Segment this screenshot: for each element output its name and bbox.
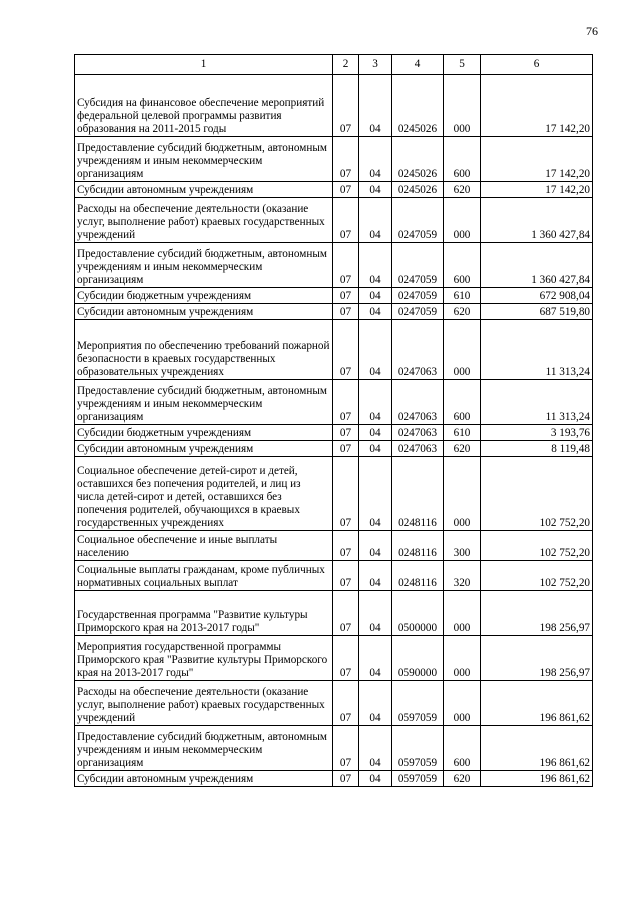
row-expense-type-code: 000 <box>444 636 481 681</box>
column-header: 2 <box>333 55 359 75</box>
row-subsection-code: 04 <box>359 726 392 771</box>
row-amount: 672 908,04 <box>481 288 593 304</box>
row-section-code: 07 <box>333 380 359 425</box>
row-target-code: 0248116 <box>392 457 444 531</box>
row-target-code: 0247063 <box>392 425 444 441</box>
row-description: Мероприятия по обеспечению требований пожарной безопасности в краевых государственных образовательных учреждениях <box>75 320 333 380</box>
row-expense-type-code: 300 <box>444 531 481 561</box>
budget-table <box>74 54 593 787</box>
table-row <box>75 726 593 771</box>
row-section-code: 07 <box>333 591 359 636</box>
row-expense-type-code: 620 <box>444 182 481 198</box>
row-target-code: 0247063 <box>392 320 444 380</box>
column-header: 3 <box>359 55 392 75</box>
row-amount: 102 752,20 <box>481 457 593 531</box>
row-section-code: 07 <box>333 304 359 320</box>
row-expense-type-code: 620 <box>444 771 481 787</box>
row-expense-type-code: 000 <box>444 320 481 380</box>
table-row <box>75 182 593 198</box>
row-description: Субсидии автономным учреждениям <box>75 182 333 198</box>
page-number: 76 <box>586 24 598 38</box>
row-section-code: 07 <box>333 726 359 771</box>
table-row <box>75 243 593 288</box>
row-target-code: 0597059 <box>392 681 444 726</box>
row-expense-type-code: 000 <box>444 457 481 531</box>
row-target-code: 0245026 <box>392 137 444 182</box>
row-target-code: 0245026 <box>392 75 444 137</box>
row-description: Субсидии бюджетным учреждениям <box>75 288 333 304</box>
row-section-code: 07 <box>333 561 359 591</box>
row-description: Субсидии автономным учреждениям <box>75 304 333 320</box>
row-description: Субсидии автономным учреждениям <box>75 441 333 457</box>
row-target-code: 0500000 <box>392 591 444 636</box>
row-target-code: 0247063 <box>392 380 444 425</box>
table-row <box>75 457 593 531</box>
column-header: 5 <box>444 55 481 75</box>
row-subsection-code: 04 <box>359 198 392 243</box>
row-subsection-code: 04 <box>359 137 392 182</box>
row-description: Предоставление субсидий бюджетным, автономным учреждениям и иным некоммерческим организациям <box>75 380 333 425</box>
table-row <box>75 636 593 681</box>
row-subsection-code: 04 <box>359 75 392 137</box>
row-description: Мероприятия государственной программы Приморского края "Развитие культуры Приморского края на 2013-2017 годы" <box>75 636 333 681</box>
table-row <box>75 771 593 787</box>
row-amount: 8 119,48 <box>481 441 593 457</box>
row-description: Расходы на обеспечение деятельности (оказание услуг, выполнение работ) краевых государственных учреждений <box>75 198 333 243</box>
row-subsection-code: 04 <box>359 304 392 320</box>
row-amount: 1 360 427,84 <box>481 198 593 243</box>
row-section-code: 07 <box>333 288 359 304</box>
row-expense-type-code: 000 <box>444 75 481 137</box>
column-header: 6 <box>481 55 593 75</box>
row-expense-type-code: 600 <box>444 137 481 182</box>
row-section-code: 07 <box>333 243 359 288</box>
row-subsection-code: 04 <box>359 288 392 304</box>
row-subsection-code: 04 <box>359 243 392 288</box>
row-description: Субсидии бюджетным учреждениям <box>75 425 333 441</box>
row-target-code: 0597059 <box>392 726 444 771</box>
column-header: 1 <box>75 55 333 75</box>
row-expense-type-code: 000 <box>444 198 481 243</box>
row-description: Предоставление субсидий бюджетным, автономным учреждениям и иным некоммерческим организациям <box>75 243 333 288</box>
row-subsection-code: 04 <box>359 591 392 636</box>
row-section-code: 07 <box>333 636 359 681</box>
table-row <box>75 425 593 441</box>
table-row <box>75 591 593 636</box>
row-subsection-code: 04 <box>359 425 392 441</box>
table-row <box>75 198 593 243</box>
table-body <box>75 75 593 787</box>
row-subsection-code: 04 <box>359 531 392 561</box>
row-amount: 687 519,80 <box>481 304 593 320</box>
row-subsection-code: 04 <box>359 771 392 787</box>
row-amount: 17 142,20 <box>481 137 593 182</box>
row-target-code: 0247059 <box>392 288 444 304</box>
row-expense-type-code: 600 <box>444 243 481 288</box>
row-expense-type-code: 000 <box>444 591 481 636</box>
row-description: Социальное обеспечение детей-сирот и детей, оставшихся без попечения родителей, и лиц из числа детей-сирот и детей, оставшихся без попечения родителей, обучающихся в краевых государственных учреждениях <box>75 457 333 531</box>
row-target-code: 0247059 <box>392 243 444 288</box>
row-expense-type-code: 620 <box>444 441 481 457</box>
row-amount: 11 313,24 <box>481 380 593 425</box>
row-amount: 1 360 427,84 <box>481 243 593 288</box>
row-section-code: 07 <box>333 425 359 441</box>
row-section-code: 07 <box>333 75 359 137</box>
table-header-row <box>75 55 593 75</box>
table-row <box>75 681 593 726</box>
row-target-code: 0590000 <box>392 636 444 681</box>
row-expense-type-code: 600 <box>444 726 481 771</box>
row-amount: 198 256,97 <box>481 591 593 636</box>
row-section-code: 07 <box>333 198 359 243</box>
row-section-code: 07 <box>333 531 359 561</box>
row-section-code: 07 <box>333 441 359 457</box>
row-target-code: 0247059 <box>392 198 444 243</box>
row-expense-type-code: 000 <box>444 681 481 726</box>
row-amount: 198 256,97 <box>481 636 593 681</box>
row-section-code: 07 <box>333 137 359 182</box>
row-target-code: 0597059 <box>392 771 444 787</box>
row-subsection-code: 04 <box>359 681 392 726</box>
table-row <box>75 288 593 304</box>
row-expense-type-code: 600 <box>444 380 481 425</box>
row-section-code: 07 <box>333 457 359 531</box>
row-description: Социальное обеспечение и иные выплаты населению <box>75 531 333 561</box>
row-description: Субсидия на финансовое обеспечение мероприятий федеральной целевой программы развития образования на 2011-2015 годы <box>75 75 333 137</box>
row-description: Государственная программа "Развитие культуры Приморского края на 2013-2017 годы" <box>75 591 333 636</box>
row-section-code: 07 <box>333 681 359 726</box>
row-amount: 11 313,24 <box>481 320 593 380</box>
row-amount: 196 861,62 <box>481 681 593 726</box>
table-row <box>75 137 593 182</box>
row-description: Расходы на обеспечение деятельности (оказание услуг, выполнение работ) краевых государственных учреждений <box>75 681 333 726</box>
table-row <box>75 304 593 320</box>
row-amount: 196 861,62 <box>481 771 593 787</box>
row-amount: 3 193,76 <box>481 425 593 441</box>
row-expense-type-code: 610 <box>444 425 481 441</box>
row-subsection-code: 04 <box>359 561 392 591</box>
row-subsection-code: 04 <box>359 320 392 380</box>
row-description: Предоставление субсидий бюджетным, автономным учреждениям и иным некоммерческим организациям <box>75 137 333 182</box>
row-amount: 17 142,20 <box>481 75 593 137</box>
row-subsection-code: 04 <box>359 380 392 425</box>
row-target-code: 0248116 <box>392 561 444 591</box>
row-amount: 102 752,20 <box>481 561 593 591</box>
row-section-code: 07 <box>333 182 359 198</box>
row-target-code: 0247063 <box>392 441 444 457</box>
row-description: Социальные выплаты гражданам, кроме публичных нормативных социальных выплат <box>75 561 333 591</box>
table-row <box>75 561 593 591</box>
row-target-code: 0248116 <box>392 531 444 561</box>
table-row <box>75 75 593 137</box>
row-description: Предоставление субсидий бюджетным, автономным учреждениям и иным некоммерческим организациям <box>75 726 333 771</box>
row-amount: 102 752,20 <box>481 531 593 561</box>
table-row <box>75 441 593 457</box>
row-amount: 17 142,20 <box>481 182 593 198</box>
row-expense-type-code: 320 <box>444 561 481 591</box>
row-subsection-code: 04 <box>359 441 392 457</box>
row-subsection-code: 04 <box>359 457 392 531</box>
row-section-code: 07 <box>333 320 359 380</box>
table-row <box>75 531 593 561</box>
table-row <box>75 380 593 425</box>
row-section-code: 07 <box>333 771 359 787</box>
row-target-code: 0245026 <box>392 182 444 198</box>
row-expense-type-code: 610 <box>444 288 481 304</box>
row-amount: 196 861,62 <box>481 726 593 771</box>
row-subsection-code: 04 <box>359 182 392 198</box>
row-subsection-code: 04 <box>359 636 392 681</box>
row-description: Субсидии автономным учреждениям <box>75 771 333 787</box>
row-expense-type-code: 620 <box>444 304 481 320</box>
table-row <box>75 320 593 380</box>
column-header: 4 <box>392 55 444 75</box>
row-target-code: 0247059 <box>392 304 444 320</box>
